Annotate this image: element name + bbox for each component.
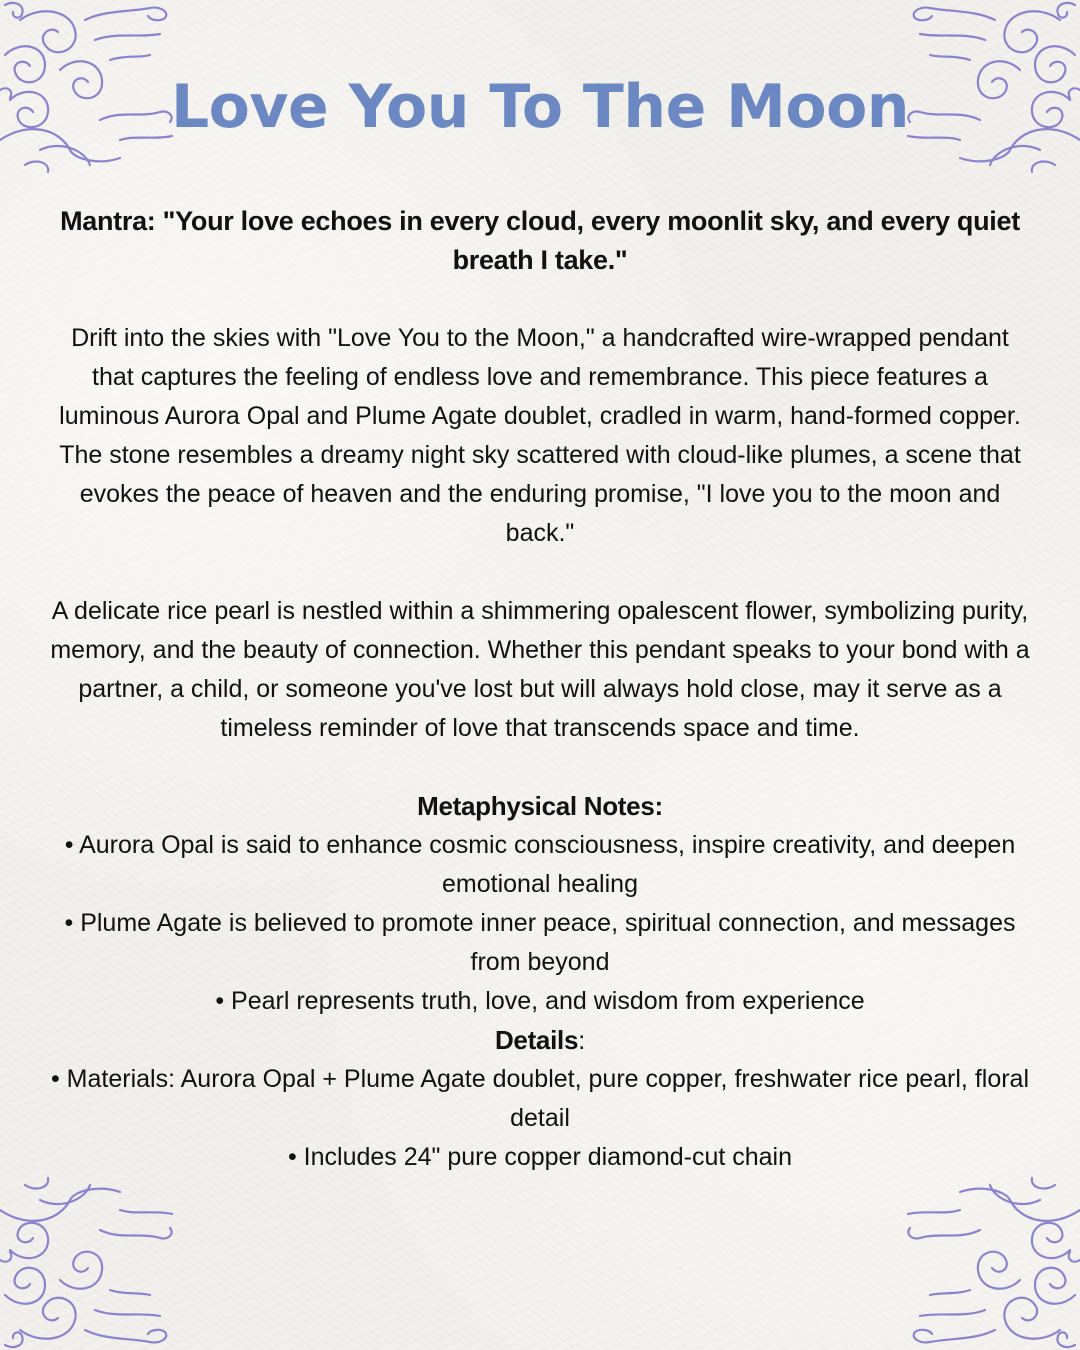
product-description [50, 202, 1030, 1177]
details-heading: Details [494, 1025, 579, 1055]
description-paragraph: A delicate rice pearl is nestled within a shimmering opalescent flower, symbolizing purity, memory, and the beauty of connection. Whether this pendant speaks to your bond with a partner, a child, or someone you've lost but will always hold close, may it serve as a timeless reminder of love that transcends space and time. [50, 597, 1030, 742]
mantra-text: Mantra: "Your love echoes in every cloud, every moonlit sky, and every quiet breath I take." [60, 206, 1020, 275]
description-paragraph: Drift into the skies with "Love You to the Moon," a handcrafted wire-wrapped pendant that captures the feeling of endless love and remembrance. This piece features a luminous Aurora Opal and Plume Agate doublet, cradled in warm, hand-formed copper. The stone resembles a dreamy night sky scattered with cloud-like plumes, a scene that evokes the peace of heaven and the enduring promise, "I love you to the moon and back." [59, 324, 1021, 547]
page-title: Love You To The Moon [170, 72, 910, 142]
metaphysical-item: • Aurora Opal is said to enhance cosmic consciousness, inspire creativity, and deepen emotional healing [64, 831, 1016, 898]
details-item: • Materials: Aurora Opal + Plume Agate doublet, pure copper, freshwater rice pearl, floral detail [50, 1065, 1029, 1132]
cloud-ornament-icon [900, 1175, 1080, 1350]
details-colon: : [578, 1025, 586, 1055]
cloud-ornament-icon [0, 1175, 180, 1350]
metaphysical-item: • Pearl represents truth, love, and wisdom from experience [215, 987, 865, 1015]
details-item: • Includes 24" pure copper diamond-cut chain [287, 1143, 793, 1171]
metaphysical-heading: Metaphysical Notes: [417, 791, 663, 821]
metaphysical-item: • Plume Agate is believed to promote inner peace, spiritual connection, and messages from beyond [64, 909, 1016, 976]
details-heading-line [50, 1021, 1030, 1060]
